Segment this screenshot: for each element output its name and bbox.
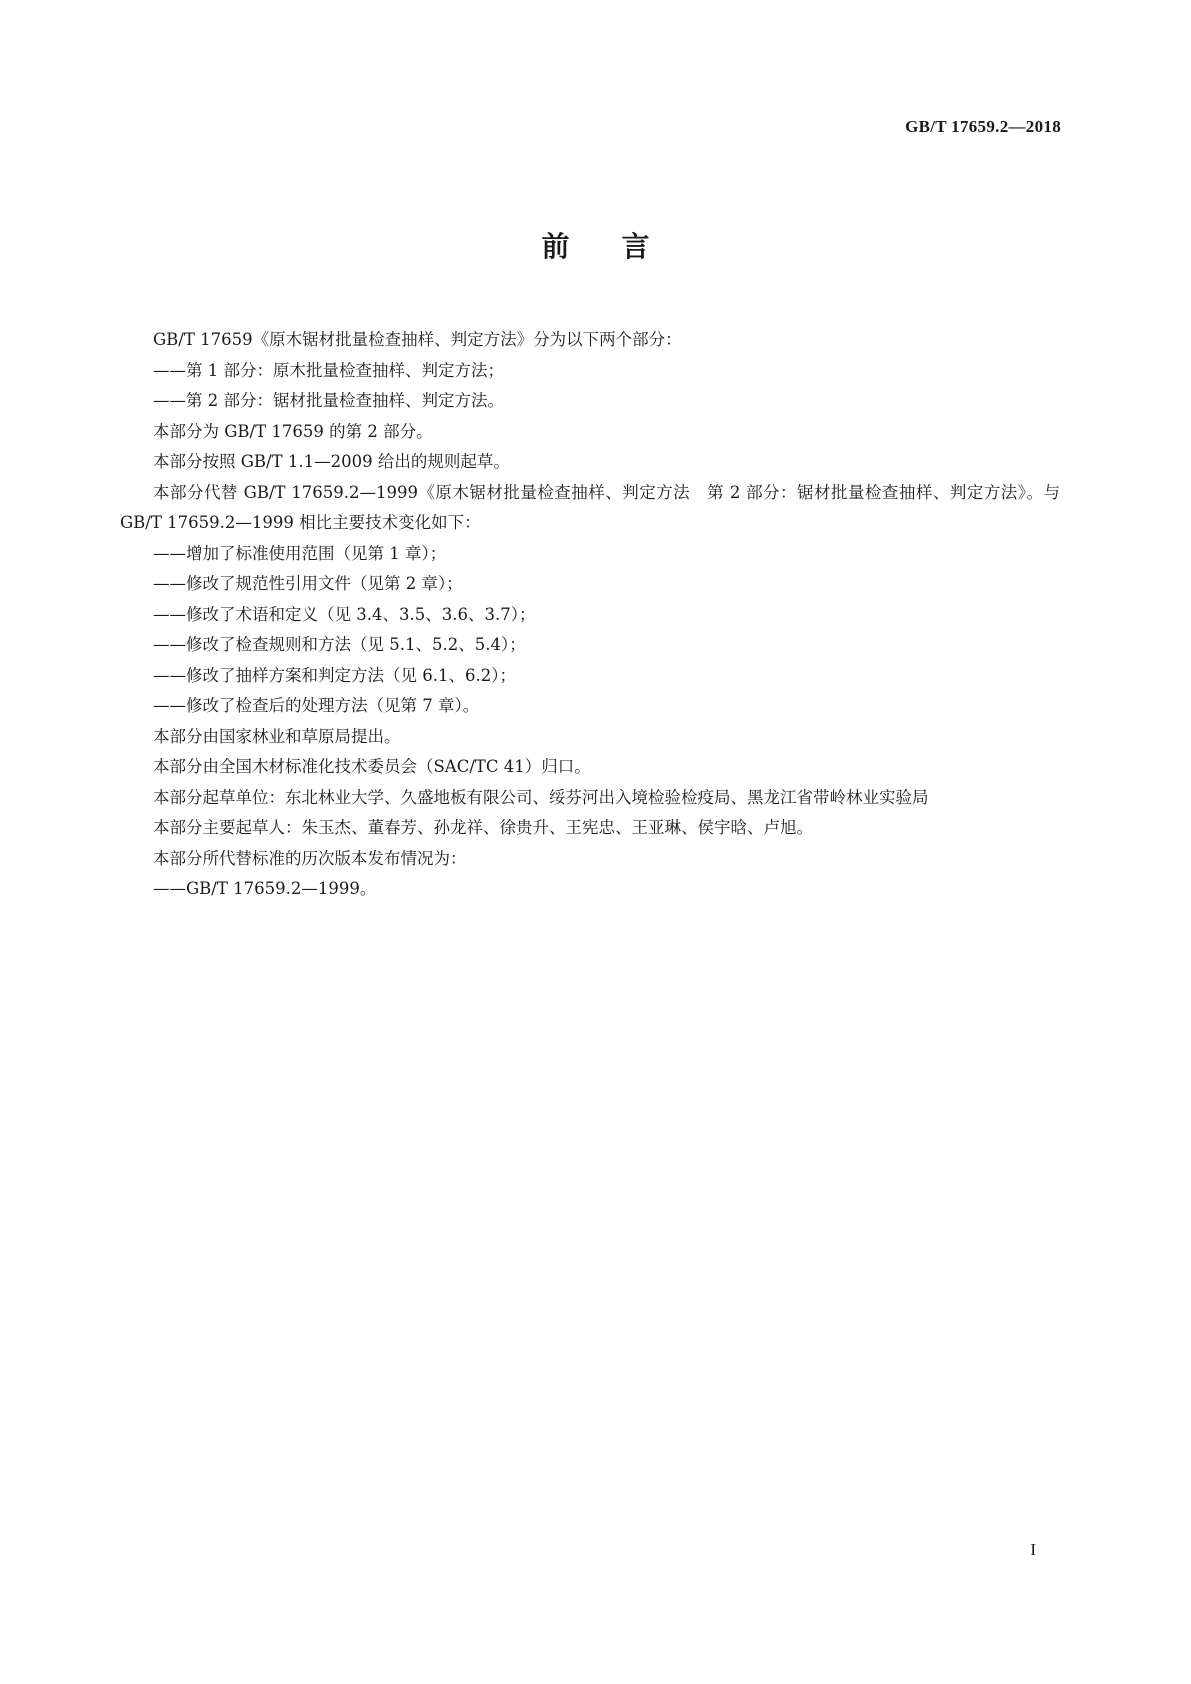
paragraph: 本部分所代替标准的历次版本发布情况为： xyxy=(153,848,467,868)
list-item: ——第 1 部分：原木批量检查抽样、判定方法； xyxy=(153,360,504,380)
paragraph: 本部分由国家林业和草原局提出。 xyxy=(153,726,401,746)
list-item: ——修改了抽样方案和判定方法（见 6.1、6.2）； xyxy=(153,665,516,685)
page-number: I xyxy=(1030,1540,1036,1559)
paragraph: GB/T 17659《原木锯材批量检查抽样、判定方法》分为以下两个部分： xyxy=(153,330,682,349)
paragraph: 本部分代替 GB/T 17659.2—1999《原木锯材批量检查抽样、判定方法 第 2 部分：锯材批量检查抽样、判定方法》。与 GB/T 17659.2—1999 相比主要技术变化如下： xyxy=(120,482,1060,532)
paragraph: 本部分按照 GB/T 1.1—2009 给出的规则起草。 xyxy=(153,452,510,471)
list-item: ——修改了检查规则和方法（见 5.1、5.2、5.4）； xyxy=(153,635,526,654)
list-item: ——增加了标准使用范围（见第 1 章）； xyxy=(153,543,447,563)
paragraph: 本部分起草单位：东北林业大学、久盛地板有限公司、绥芬河出入境检验检疫局、黑龙江省带岭林业实验局 xyxy=(153,787,929,807)
list-item: ——修改了术语和定义（见 3.4、3.5、3.6、3.7）； xyxy=(153,604,536,624)
foreword-body xyxy=(120,325,1060,905)
list-item: ——第 2 部分：锯材批量检查抽样、判定方法。 xyxy=(153,391,504,410)
standard-code: GB/T 17659.2—2018 xyxy=(905,117,1061,136)
paragraph: 本部分由全国木材标准化技术委员会（SAC/TC 41）归口。 xyxy=(153,757,591,776)
paragraph: 本部分主要起草人：朱玉杰、董春芳、孙龙祥、徐贵升、王宪忠、王亚琳、侯宇晗、卢旭。 xyxy=(153,818,813,837)
paragraph: 本部分为 GB/T 17659 的第 2 部分。 xyxy=(153,421,433,441)
list-item: ——修改了规范性引用文件（见第 2 章）； xyxy=(153,574,463,593)
list-item: ——修改了检查后的处理方法（见第 7 章）。 xyxy=(153,696,480,715)
list-item: ——GB/T 17659.2—1999。 xyxy=(153,879,377,898)
page-title: 前言 xyxy=(541,230,702,263)
